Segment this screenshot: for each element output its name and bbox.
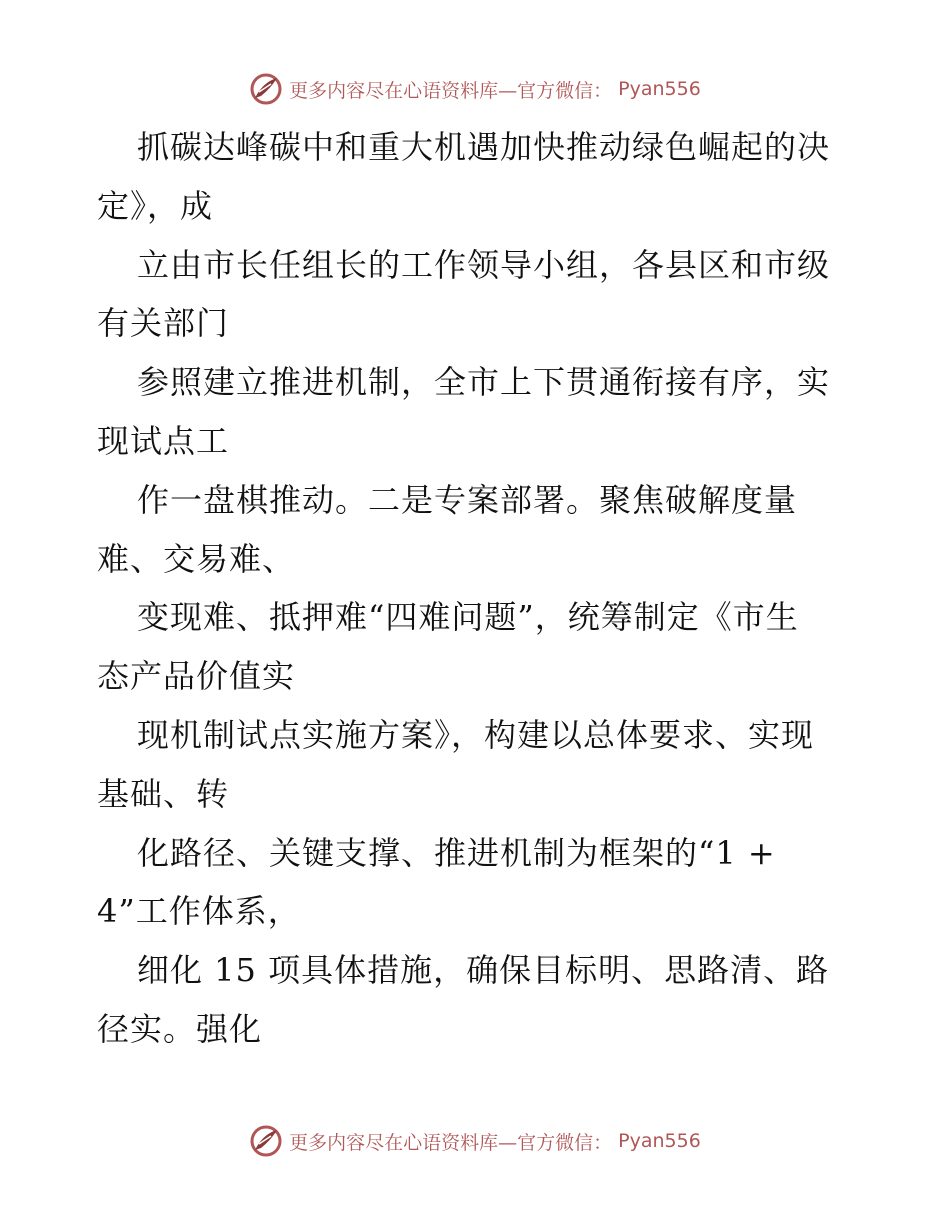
document-body xyxy=(97,118,857,1059)
body-line: 现试点工 xyxy=(97,421,230,460)
footer-watermark xyxy=(0,1124,950,1158)
header-watermark-brand: Pyan556 xyxy=(618,78,701,100)
body-line: 基础、转 xyxy=(97,774,230,813)
body-line: 抓碳达峰碳中和重大机遇加快推动绿色崛起的决 xyxy=(137,128,831,166)
pen-logo-icon xyxy=(249,1124,283,1158)
body-line: 现机制试点实施方案》，构建以总体要求、实现 xyxy=(137,715,815,754)
header-watermark xyxy=(0,72,950,106)
pen-logo-icon xyxy=(249,72,283,106)
header-watermark-text: 更多内容尽在心语资料库—官方微信： xyxy=(289,79,613,102)
body-line: 细化 15 项具体措施，确保目标明、思路清、路 xyxy=(137,951,830,990)
body-line: 作一盘棋推动。二是专案部署。聚焦破解度量 xyxy=(137,480,798,519)
body-line: 参照建立推进机制，全市上下贯通衔接有序，实 xyxy=(137,363,831,402)
body-line: 径实。强化 xyxy=(97,1009,263,1048)
body-line: 难、交易难、 xyxy=(97,539,296,578)
body-line: 立由市长任组长的工作领导小组，各县区和市级 xyxy=(137,245,831,284)
body-line: 化路径、关键支撑、推进机制为框架的“1 + xyxy=(137,833,776,872)
body-line: 变现难、抵押难“四难问题”，统筹制定《市生 xyxy=(137,598,799,637)
body-line: 定》，成 xyxy=(97,186,214,225)
body-line: 4”工作体系， xyxy=(97,892,301,931)
body-line: 态产品价值实 xyxy=(97,657,296,696)
body-line: 有关部门 xyxy=(97,304,230,343)
footer-watermark-brand: Pyan556 xyxy=(618,1130,701,1152)
footer-watermark-text: 更多内容尽在心语资料库—官方微信： xyxy=(289,1131,613,1154)
